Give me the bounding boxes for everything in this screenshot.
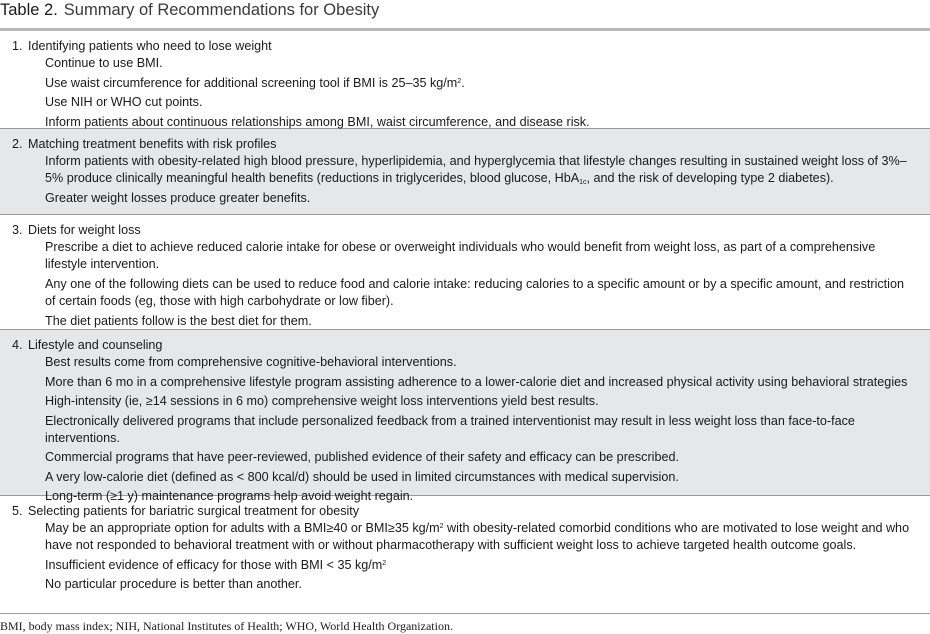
recommendation-item: Insufficient evidence of efficacy for those with BMI < 35 $kg/m^2$: [45, 557, 387, 572]
recommendation-item: Long-term (≥1 y) maintenance programs help avoid weight regain.: [45, 489, 414, 504]
section-number: 1.: [12, 39, 23, 53]
section-number: 2.: [12, 137, 23, 151]
recommendation-item: May be an appropriate option for adults with a BMI≥40 or BMI≥35 $kg/m^2$ with obesity-related comorbid conditions who are motivated to lose weight and who have not responded to behavioral treatment with or without pharmacotherapy with sufficient weight loss to achieve targeted health outcome goals.: [45, 521, 910, 553]
table-section: [0, 330, 930, 504]
recommendation-item: Greater weight losses produce greater benefits.: [45, 190, 311, 205]
recommendation-item: Best results come from comprehensive cognitive-behavioral interventions.: [45, 355, 457, 370]
table-title-text: Summary of Recommendations for Obesity: [63, 1, 380, 19]
section-number: 3.: [12, 223, 23, 237]
recommendation-item: Continue to use BMI.: [45, 56, 163, 71]
section-heading: [0, 337, 930, 354]
table-section: [0, 215, 930, 330]
recommendation-item: Prescribe a diet to achieve reduced calorie intake for obese or overweight individuals who would benefit from weight loss, as part of a comprehensive lifestyle intervention.: [45, 240, 876, 272]
table-section: [0, 496, 930, 614]
section-heading-text: Identifying patients who need to lose weight: [28, 39, 272, 53]
section-heading: [0, 503, 930, 520]
table-section: [0, 129, 930, 215]
section-heading: [0, 136, 930, 153]
section-heading-text: Lifestyle and counseling: [28, 338, 163, 352]
table-title: [0, 0, 379, 24]
recommendation-item: Any one of the following diets can be used to reduce food and calorie intake: reducing calories to a specific amount or by a specific amount, and restriction of certain foods (eg, those with high carbohydrate or low fiber).: [45, 276, 904, 309]
table-label: Table 2.: [0, 1, 58, 19]
section-heading-text: Matching treatment benefits with risk profiles: [28, 137, 277, 151]
section-heading: [0, 222, 930, 239]
recommendations-table: [0, 28, 930, 614]
recommendation-item: Inform patients with obesity-related high blood pressure, hyperlipidemia, and hyperglycemia that lifestyle changes resulting in sustained weight loss of 3%–5% produce clinically meaningful health benefits (reductions in triglycerides, blood glucose, HbA$_{1c}$, and the risk of developing type 2 diabetes).: [45, 154, 907, 187]
section-heading: [0, 38, 930, 55]
recommendation-item: More than 6 mo in a comprehensive lifestyle program assisting adherence to a lower-calorie diet and increased physical activity using behavioral strategies: [45, 374, 908, 389]
recommendation-item: Use NIH or WHO cut points.: [45, 95, 203, 110]
recommendation-item: Use waist circumference for additional screening tool if BMI is 25–35 $kg/m^2$.: [45, 75, 465, 90]
recommendation-item: Electronically delivered programs that include personalized feedback from a trained interventionist may result in less weight loss than face-to-face interventions.: [45, 413, 855, 445]
table-footnote: BMI, body mass index; NIH, National Institutes of Health; WHO, World Health Organization.: [0, 619, 453, 633]
section-number: 5.: [12, 504, 23, 518]
recommendation-item: Commercial programs that have peer-reviewed, published evidence of their safety and efficacy can be prescribed.: [45, 450, 679, 465]
section-heading-text: Selecting patients for bariatric surgical treatment for obesity: [28, 504, 360, 518]
recommendation-item: A very low-calorie diet (defined as < 800 kcal/d) should be used in limited circumstances with medical supervision.: [45, 469, 679, 484]
table-section: [0, 31, 930, 129]
recommendation-item: The diet patients follow is the best diet for them.: [45, 313, 312, 328]
recommendation-item: No particular procedure is better than another.: [45, 577, 302, 592]
section-heading-text: Diets for weight loss: [28, 223, 141, 237]
section-number: 4.: [12, 338, 23, 352]
recommendation-item: Inform patients about continuous relationships among BMI, waist circumference, and disease risk.: [45, 114, 590, 129]
recommendation-item: High-intensity (ie, ≥14 sessions in 6 mo) comprehensive weight loss interventions yield best results.: [45, 394, 599, 409]
